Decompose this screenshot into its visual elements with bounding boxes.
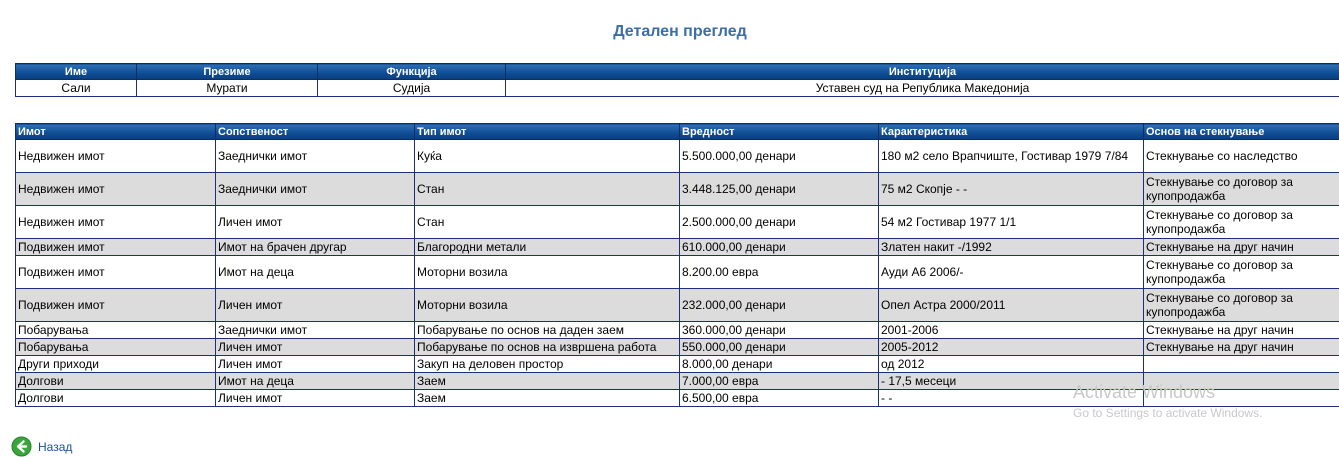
asset-ownership: Личен имот [216, 206, 415, 239]
asset-ownership: Заеднички имот [216, 140, 415, 173]
asset-category: Долгови [16, 373, 216, 390]
asset-acquisition-basis: Стекнување со договор за купопродажба [1144, 289, 1339, 322]
asset-type: Побарување по основ на даден заем [415, 322, 680, 339]
asset-characteristics: 2001-2006 [879, 322, 1144, 339]
back-label[interactable]: Назад [38, 439, 73, 454]
asset-characteristics: Опел Астра 2000/2011 [879, 289, 1144, 322]
asset-value: 5.500.000,00 денари [680, 140, 879, 173]
asset-value: 8.000,00 денари [680, 356, 879, 373]
asset-ownership: Заеднички имот [216, 173, 415, 206]
header-acquisition-basis: Основ на стекнување [1144, 124, 1339, 140]
asset-value: 610.000,00 денари [680, 239, 879, 256]
watermark-title: Activate Windows [1073, 382, 1216, 402]
table-row [16, 140, 1339, 173]
assets-table-body [16, 140, 1339, 407]
asset-type: Стан [415, 173, 680, 206]
asset-ownership: Имот на деца [216, 256, 415, 289]
person-function: Судија [318, 80, 506, 97]
asset-type: Заем [415, 390, 680, 407]
arrow-left-circle-icon[interactable] [11, 436, 32, 457]
person-name: Сали [16, 80, 137, 97]
asset-acquisition-basis: Стекнување на друг начин [1144, 322, 1339, 339]
asset-type: Благородни метали [415, 239, 680, 256]
asset-value: 232.000,00 денари [680, 289, 879, 322]
asset-acquisition-basis: Стекнување со наследство [1144, 140, 1339, 173]
asset-characteristics: - 17,5 месеци [879, 373, 1144, 390]
asset-type: Заем [415, 373, 680, 390]
person-institution: Уставен суд на Република Македонија [506, 80, 1339, 97]
asset-type: Куќа [415, 140, 680, 173]
header-characteristics: Карактеристика [879, 124, 1144, 140]
back-link[interactable] [11, 436, 72, 457]
asset-characteristics: 75 м2 Скопје - - [879, 173, 1144, 206]
asset-type: Закуп на деловен простор [415, 356, 680, 373]
asset-category: Подвижен имот [16, 239, 216, 256]
asset-characteristics: од 2012 [879, 356, 1144, 373]
header-value: Вредност [680, 124, 879, 140]
asset-category: Подвижен имот [16, 256, 216, 289]
person-row [16, 80, 1339, 97]
asset-acquisition-basis: Стекнување со договор за купопродажба [1144, 173, 1339, 206]
asset-category: Долгови [16, 390, 216, 407]
asset-ownership: Личен имот [216, 356, 415, 373]
asset-category: Недвижен имот [16, 140, 216, 173]
header-name: Име [16, 64, 137, 80]
asset-category: Побарувања [16, 322, 216, 339]
asset-acquisition-basis: Стекнување на друг начин [1144, 339, 1339, 356]
table-row [16, 256, 1339, 289]
asset-characteristics: - - [879, 390, 1144, 407]
asset-characteristics: 2005-2012 [879, 339, 1144, 356]
asset-value: 6.500,00 евра [680, 390, 879, 407]
asset-ownership: Личен имот [216, 289, 415, 322]
header-asset: Имот [16, 124, 216, 140]
asset-ownership: Имот на деца [216, 373, 415, 390]
asset-ownership: Заеднички имот [216, 322, 415, 339]
asset-value: 3.448.125,00 денари [680, 173, 879, 206]
asset-value: 8.200.00 евра [680, 256, 879, 289]
header-institution: Институција [506, 64, 1339, 80]
asset-type: Побарување по основ на извршена работа [415, 339, 680, 356]
asset-characteristics: 54 м2 Гостивар 1977 1/1 [879, 206, 1144, 239]
asset-ownership: Личен имот [216, 339, 415, 356]
asset-value: 2.500.000,00 денари [680, 206, 879, 239]
asset-category: Недвижен имот [16, 173, 216, 206]
asset-value: 550.000,00 денари [680, 339, 879, 356]
asset-category: Побарувања [16, 339, 216, 356]
asset-ownership: Имот на брачен другар [216, 239, 415, 256]
asset-acquisition-basis: Стекнување со договор за купопродажба [1144, 256, 1339, 289]
header-asset-type: Тип имот [415, 124, 680, 140]
asset-category: Други приходи [16, 356, 216, 373]
asset-category: Подвижен имот [16, 289, 216, 322]
asset-value: 7.000,00 евра [680, 373, 879, 390]
asset-acquisition-basis [1144, 356, 1339, 373]
table-row [16, 339, 1339, 356]
asset-ownership: Личен имот [216, 390, 415, 407]
page-title: Детален преглед [613, 23, 747, 40]
asset-value: 360.000,00 денари [680, 322, 879, 339]
asset-acquisition-basis: Стекнување на друг начин [1144, 239, 1339, 256]
asset-category: Недвижен имот [16, 206, 216, 239]
watermark-subtitle: Go to Settings to activate Windows. [1073, 406, 1263, 420]
header-function: Функција [318, 64, 506, 80]
asset-characteristics: Ауди А6 2006/- [879, 256, 1144, 289]
assets-table [15, 123, 1339, 407]
table-row [16, 356, 1339, 373]
asset-type: Моторни возила [415, 289, 680, 322]
table-row [16, 239, 1339, 256]
asset-characteristics: 180 м2 село Врапчиште, Гостивар 1979 7/84 [879, 140, 1144, 173]
header-ownership: Сопственост [216, 124, 415, 140]
asset-type: Моторни возила [415, 256, 680, 289]
assets-table-header [16, 124, 1339, 140]
person-surname: Мурати [137, 80, 318, 97]
table-row [16, 173, 1339, 206]
activate-windows-watermark [1073, 382, 1262, 420]
header-surname: Презиме [137, 64, 318, 80]
asset-characteristics: Златен накит -/1992 [879, 239, 1144, 256]
table-row [16, 289, 1339, 322]
person-table [15, 63, 1339, 97]
table-row [16, 206, 1339, 239]
table-row [16, 322, 1339, 339]
person-table-header [16, 64, 1339, 80]
asset-acquisition-basis: Стекнување со договор за купопродажба [1144, 206, 1339, 239]
asset-type: Стан [415, 206, 680, 239]
